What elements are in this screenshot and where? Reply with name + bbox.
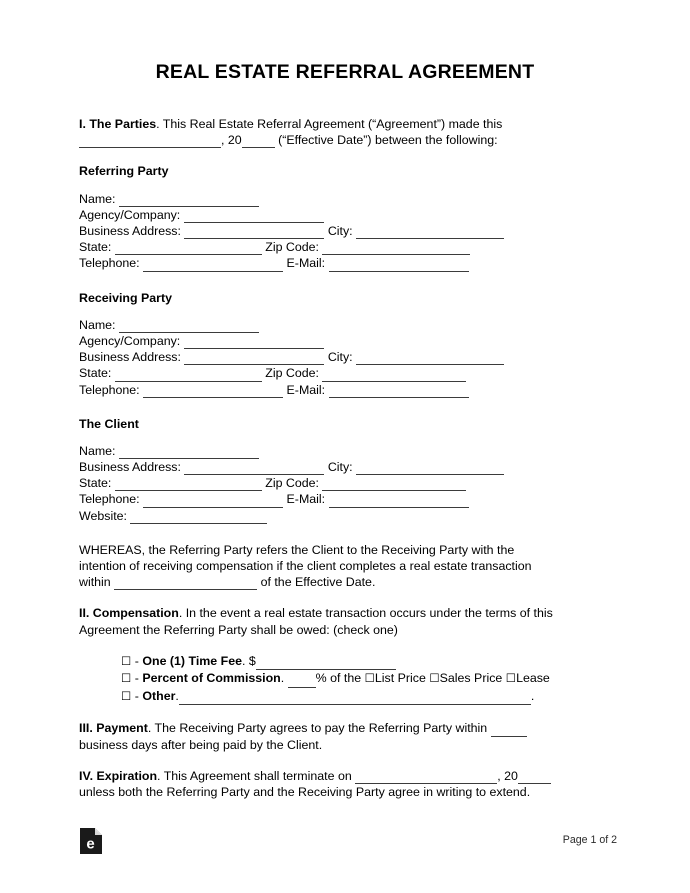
client-name-row: [79, 443, 607, 459]
option-percent-commission-label: Percent of Commission: [142, 671, 281, 686]
client-city-input[interactable]: [356, 462, 504, 475]
referring-city-input[interactable]: [356, 226, 504, 239]
checkbox-other-icon[interactable]: ☐: [121, 688, 132, 703]
compensation-body: . In the event a real estate transaction occurs under the terms of this Agreement the Referring Party shall be owed: (check one): [79, 606, 553, 637]
receiving-address-label: Business Address:: [79, 350, 181, 365]
referring-phone-label: Telephone:: [79, 256, 140, 271]
label-list-price: List Price: [374, 671, 426, 686]
client-website-row: [79, 508, 607, 524]
percent-value-input[interactable]: [288, 675, 316, 688]
whereas-clause: [79, 542, 607, 591]
expiration-heading: IV. Expiration: [79, 768, 158, 783]
receiving-email-label: E-Mail:: [286, 382, 326, 397]
referring-email-label: E-Mail:: [286, 256, 326, 271]
receiving-zip-input[interactable]: [322, 369, 466, 382]
receiving-email-input[interactable]: [329, 385, 469, 398]
option-other[interactable]: [121, 688, 607, 706]
section-expiration: [79, 768, 607, 800]
referring-agency-row: [79, 207, 607, 223]
referring-zip-label: Zip Code:: [265, 240, 320, 255]
referring-address-label: Business Address:: [79, 223, 181, 238]
whereas-line3-suffix: of the Effective Date.: [260, 575, 376, 590]
section-parties: [79, 116, 607, 148]
section-parties-line2-rest: (“Effective Date”) between the following:: [274, 133, 498, 148]
receiving-address-input[interactable]: [184, 352, 324, 365]
compensation-options: [79, 653, 607, 706]
receiving-phone-row: [79, 382, 607, 398]
client-name-input[interactable]: [119, 446, 259, 459]
checkbox-percent-commission-icon[interactable]: ☐: [121, 671, 132, 686]
referring-phone-row: [79, 255, 607, 271]
referring-state-label: State:: [79, 240, 112, 255]
receiving-agency-row: [79, 333, 607, 349]
compensation-heading: II. Compensation: [79, 606, 179, 621]
referring-address-input[interactable]: [184, 226, 324, 239]
client-email-input[interactable]: [329, 495, 469, 508]
receiving-agency-label: Agency/Company:: [79, 333, 181, 348]
whereas-line3-prefix: within: [79, 575, 111, 590]
client-heading: The Client: [79, 416, 139, 431]
effective-year-blank[interactable]: [242, 135, 275, 148]
section-parties-line1: . This Real Estate Referral Agreement (“Agreement”) made this: [156, 117, 503, 131]
receiving-zip-label: Zip Code:: [265, 366, 320, 381]
option-other-label: Other: [142, 688, 176, 703]
client-website-input[interactable]: [130, 511, 267, 524]
client-phone-row: [79, 491, 607, 507]
client-zip-input[interactable]: [322, 478, 466, 491]
option-one-time-fee-suffix: . $: [241, 653, 256, 668]
percent-of-the-text: % of the: [315, 671, 362, 686]
label-lease: Lease: [516, 671, 550, 686]
receiving-state-input[interactable]: [115, 369, 262, 382]
whereas-line1: WHEREAS, the Referring Party refers the Client to the Receiving Party with the: [79, 542, 515, 557]
expiration-year-input[interactable]: [518, 771, 551, 784]
client-website-label: Website:: [79, 508, 127, 523]
receiving-party-fields: [79, 317, 607, 398]
client-state-input[interactable]: [115, 478, 262, 491]
client-email-label: E-Mail:: [286, 492, 326, 507]
checkbox-list-price-icon[interactable]: ☐: [364, 671, 375, 686]
referring-agency-label: Agency/Company:: [79, 207, 181, 222]
client-city-label: City:: [327, 460, 353, 475]
option-percent-commission[interactable]: [121, 670, 607, 688]
client-address-row: [79, 459, 607, 475]
referring-address-row: [79, 223, 607, 239]
option-dash-1: -: [134, 671, 139, 686]
effective-date-blank[interactable]: [79, 135, 221, 148]
receiving-name-row: [79, 317, 607, 333]
receiving-city-input[interactable]: [356, 352, 504, 365]
option-dash-2: -: [134, 688, 139, 703]
section-payment: [79, 720, 607, 752]
option-one-time-fee[interactable]: [121, 653, 607, 671]
checkbox-sales-price-icon[interactable]: ☐: [429, 671, 440, 686]
checkbox-lease-icon[interactable]: ☐: [505, 671, 517, 686]
referring-party-fields: [79, 191, 607, 272]
receiving-phone-label: Telephone:: [79, 382, 140, 397]
receiving-party-heading: Receiving Party: [79, 290, 172, 305]
receiving-state-row: [79, 365, 607, 381]
referring-state-row: [79, 239, 607, 255]
payment-days-input[interactable]: [491, 724, 527, 737]
section-parties-heading: I. The Parties: [79, 117, 157, 131]
referring-phone-input[interactable]: [143, 259, 283, 272]
receiving-agency-input[interactable]: [184, 336, 324, 349]
whereas-line2: intention of receiving compensation if the client completes a real estate transaction: [79, 559, 532, 574]
option-dash-0: -: [134, 653, 139, 668]
one-time-fee-amount-input[interactable]: [256, 657, 396, 670]
client-fields: [79, 443, 607, 524]
other-description-input[interactable]: [179, 692, 531, 705]
referring-city-label: City:: [327, 223, 353, 238]
receiving-phone-input[interactable]: [143, 385, 283, 398]
whereas-duration-blank[interactable]: [114, 577, 257, 590]
payment-line2: business days after being paid by the Client.: [79, 737, 323, 752]
expiration-line2: unless both the Referring Party and the Receiving Party agree in writing to extend.: [79, 784, 531, 799]
option-one-time-fee-label: One (1) Time Fee: [142, 653, 242, 668]
client-address-label: Business Address:: [79, 460, 181, 475]
expiration-line1: . This Agreement shall terminate on: [157, 768, 352, 783]
expiration-date-input[interactable]: [355, 771, 497, 784]
referring-agency-input[interactable]: [184, 210, 324, 223]
referring-name-row: [79, 191, 607, 207]
client-state-label: State:: [79, 476, 112, 491]
section-parties-year-prefix: , 20: [221, 133, 242, 148]
payment-line1: . The Receiving Party agrees to pay the Referring Party within: [147, 721, 488, 736]
client-state-row: [79, 475, 607, 491]
label-sales-price: Sales Price: [439, 671, 503, 686]
option-other-suffix: .: [175, 688, 179, 703]
document-e-logo-icon: [80, 828, 102, 854]
expiration-year-prefix: , 20: [497, 768, 518, 783]
option-percent-commission-suffix: .: [280, 671, 285, 686]
referring-name-input[interactable]: [119, 194, 259, 207]
page-title: REAL ESTATE REFERRAL AGREEMENT: [155, 61, 535, 83]
referring-party-heading: Referring Party: [79, 164, 169, 179]
document-body: [79, 116, 607, 800]
referring-zip-input[interactable]: [322, 242, 470, 255]
referring-name-label: Name:: [79, 191, 116, 206]
checkbox-one-time-fee-icon[interactable]: ☐: [121, 653, 132, 668]
client-address-input[interactable]: [184, 462, 324, 475]
svg-text:e: e: [86, 835, 95, 853]
section-compensation: [79, 605, 607, 637]
receiving-city-label: City:: [327, 350, 353, 365]
receiving-name-input[interactable]: [119, 320, 259, 333]
receiving-address-row: [79, 349, 607, 365]
receiving-state-label: State:: [79, 366, 112, 381]
page-number: Page 1 of 2: [562, 834, 617, 846]
receiving-name-label: Name:: [79, 317, 116, 332]
client-zip-label: Zip Code:: [265, 476, 320, 491]
client-name-label: Name:: [79, 443, 116, 458]
referring-email-input[interactable]: [329, 259, 469, 272]
referring-state-input[interactable]: [115, 242, 262, 255]
payment-heading: III. Payment: [79, 721, 148, 736]
client-phone-input[interactable]: [143, 495, 283, 508]
client-phone-label: Telephone:: [79, 492, 140, 507]
option-other-trailing: .: [530, 688, 535, 703]
